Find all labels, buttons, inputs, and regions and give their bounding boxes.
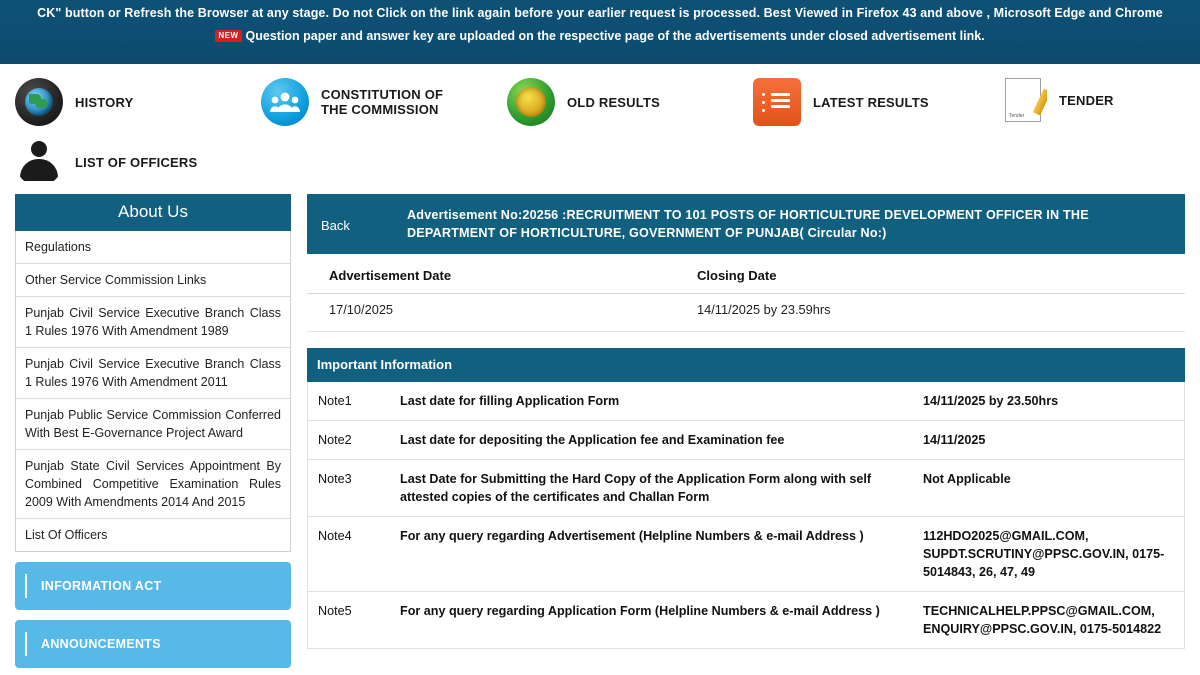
note-label: Note5	[318, 604, 352, 618]
browser-notice-text: CK" button or Refresh the Browser at any stage. Do not Click on the link again before your earlier request is processed. Best Viewed in Firefox 43 and above , Microsoft Edge and Chrome	[37, 6, 1163, 20]
document-pencil-icon: Tender	[999, 76, 1047, 124]
sidebar-item-pcs-rules-1989[interactable]: Punjab Civil Service Executive Branch Class 1 Rules 1976 With Amendment 1989	[16, 297, 290, 348]
new-badge: NEW	[215, 30, 241, 42]
date-values-row	[307, 294, 1185, 332]
note-label: Note4	[318, 529, 352, 543]
nav-item-tender[interactable]	[999, 76, 1114, 124]
note-value: Not Applicable	[923, 472, 1011, 486]
sidebar-item-egovernance-award[interactable]: Punjab Public Service Commission Conferred With Best E-Governance Project Award	[16, 399, 290, 450]
people-group-icon	[261, 78, 309, 126]
nav-label-history: HISTORY	[75, 94, 134, 110]
advertisement-date-value: 17/10/2025	[329, 302, 394, 317]
sidebar-item-other-service-commission-links[interactable]: Other Service Commission Links	[16, 264, 290, 297]
important-information-heading: Important Information	[307, 348, 1185, 382]
sidebar-button-information-act[interactable]	[15, 562, 291, 610]
table-row	[308, 421, 1184, 460]
note-label: Note3	[318, 472, 352, 486]
note-description: Last date for filling Application Form	[400, 394, 620, 408]
note-label: Note1	[318, 394, 352, 408]
nav-label-tender: TENDER	[1059, 92, 1114, 108]
list-document-icon	[753, 78, 801, 126]
sidebar-item-pcs-rules-2011[interactable]: Punjab Civil Service Executive Branch Class 1 Rules 1976 With Amendment 2011	[16, 348, 290, 399]
sidebar-list	[15, 231, 291, 552]
advertisement-title: Advertisement No:20256 :RECRUITMENT TO 101 POSTS OF HORTICULTURE DEVELOPMENT OFFICER IN THE DEPARTMENT OF HORTICULTURE, GOVERNMENT OF PUNJAB( Circular No:)	[407, 208, 1089, 240]
note-description: Last date for depositing the Application fee and Examination fee	[400, 433, 785, 447]
note-label: Note2	[318, 433, 352, 447]
advertisement-header	[307, 194, 1185, 254]
nav-label-constitution: CONSTITUTION OF THE COMMISSION	[321, 87, 444, 117]
note-description: Last Date for Submitting the Hard Copy of the Application Form along with self attested copies of the certificates and Challan Form	[400, 472, 872, 504]
main-content	[307, 194, 1185, 675]
table-row	[308, 460, 1184, 517]
note-value: 14/11/2025	[923, 433, 986, 447]
back-link[interactable]: Back	[321, 218, 350, 233]
person-icon	[15, 138, 63, 186]
nav-label-list-of-officers: LIST OF OFFICERS	[75, 154, 198, 170]
sidebar-button-announcements[interactable]	[15, 620, 291, 668]
sidebar	[15, 194, 291, 675]
top-notice-bar	[0, 0, 1200, 64]
note-value: 14/11/2025 by 23.50hrs	[923, 394, 1059, 408]
sidebar-item-regulations[interactable]: Regulations	[16, 231, 290, 264]
date-column-headers	[307, 254, 1185, 294]
nav-item-old-results[interactable]	[507, 78, 660, 126]
nav-item-history[interactable]	[15, 78, 133, 126]
note-value: 112HDO2025@GMAIL.COM, SUPDT.SCRUTINY@PPSC.GOV.IN, 0175-5014843, 26, 47, 49	[923, 529, 1165, 579]
question-paper-notice	[0, 29, 1200, 43]
note-description: For any query regarding Advertisement (Helpline Numbers & e-mail Address )	[400, 529, 864, 543]
sidebar-button-label-announcements: ANNOUNCEMENTS	[41, 637, 161, 651]
sidebar-item-list-of-officers[interactable]: List Of Officers	[25, 528, 108, 542]
table-row	[308, 592, 1184, 648]
nav-item-constitution[interactable]	[261, 78, 443, 126]
sidebar-title: About Us	[15, 194, 291, 231]
important-information-table	[307, 382, 1185, 649]
advertisement-date-label: Advertisement Date	[329, 268, 452, 283]
note-description: For any query regarding Application Form (Helpline Numbers & e-mail Address )	[400, 604, 880, 618]
green-ball-icon	[507, 78, 555, 126]
note-value: TECHNICALHELP.PPSC@GMAIL.COM, ENQUIRY@PPSC.GOV.IN, 0175-5014822	[923, 604, 1162, 636]
sidebar-item-combined-competitive-rules[interactable]: Punjab State Civil Services Appointment By Combined Competitive Examination Rules 2009 With Amendments 2014 And 2015	[16, 450, 290, 519]
icon-navigation	[0, 64, 1200, 194]
nav-item-latest-results[interactable]	[753, 78, 929, 126]
question-paper-notice-text: Question paper and answer key are uploaded on the respective page of the advertisements under closed advertisement link.	[245, 29, 985, 43]
sidebar-button-label-information-act: INFORMATION ACT	[41, 579, 162, 593]
page-body	[0, 194, 1200, 675]
closing-date-value: 14/11/2025 by 23.59hrs	[697, 302, 831, 317]
globe-icon	[15, 78, 63, 126]
closing-date-label: Closing Date	[697, 268, 777, 283]
nav-label-latest-results: LATEST RESULTS	[813, 94, 929, 110]
nav-label-old-results: OLD RESULTS	[567, 94, 660, 110]
nav-item-list-of-officers[interactable]	[15, 138, 197, 186]
table-row	[308, 382, 1184, 421]
table-row	[308, 517, 1184, 592]
